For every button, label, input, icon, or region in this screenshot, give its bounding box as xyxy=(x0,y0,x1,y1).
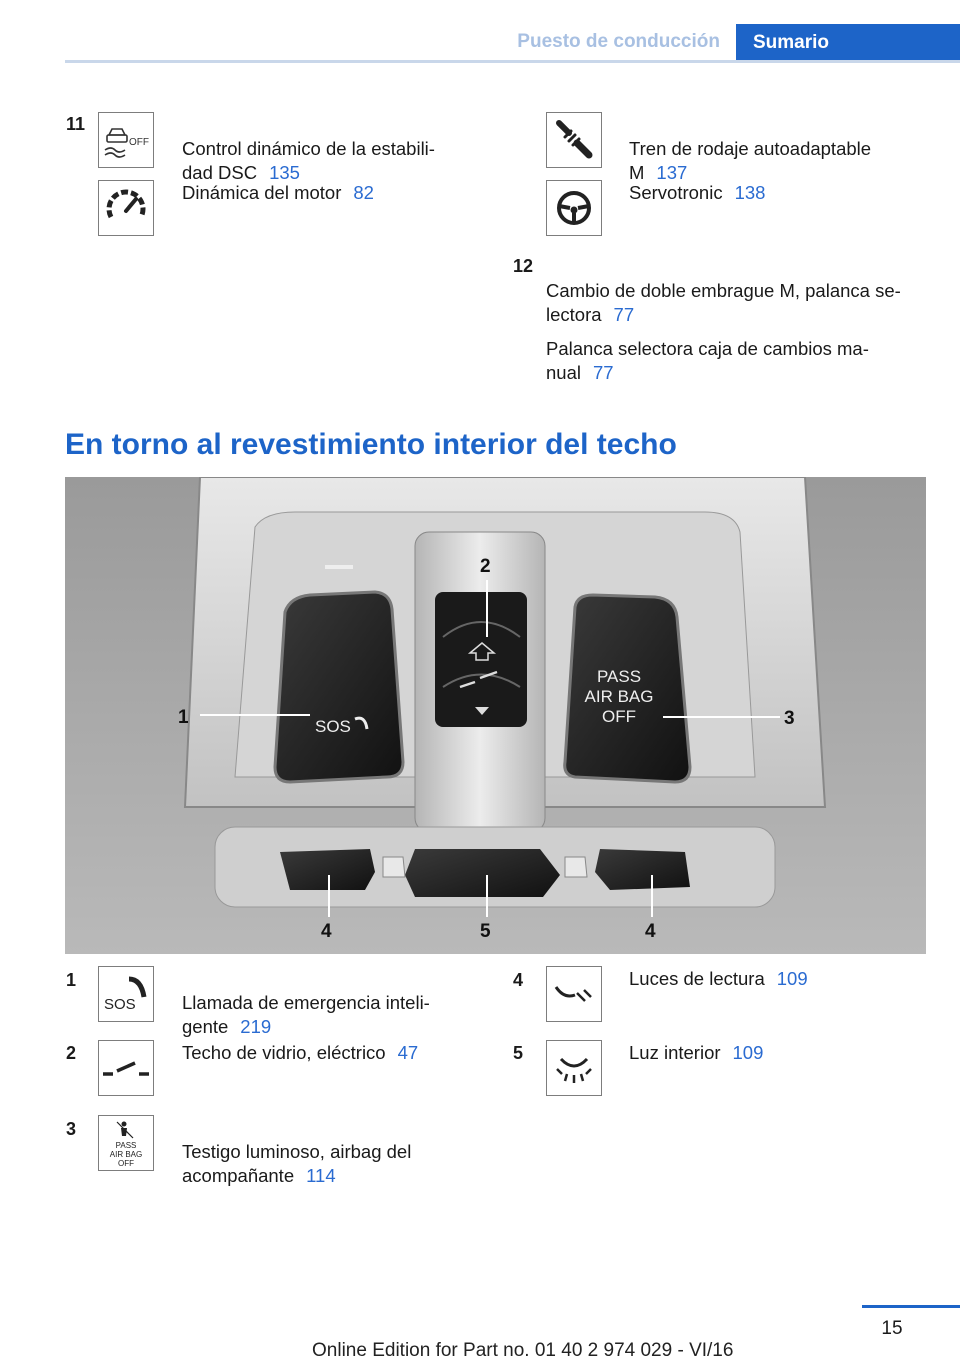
page-number: 15 xyxy=(881,1318,903,1339)
airbag-icon-off: OFF xyxy=(118,1159,134,1168)
item-12-manual[interactable] xyxy=(546,313,936,385)
item-number: 12 xyxy=(513,256,534,276)
page-ref-link[interactable]: 137 xyxy=(656,162,688,183)
item-text: Luces de lectura xyxy=(629,968,765,989)
sos-button-label: SOS xyxy=(315,717,351,736)
item-engine-dynamics[interactable] xyxy=(182,181,472,205)
callout-4-left: 4 xyxy=(321,921,332,942)
airbag-icon-pass: PASS xyxy=(115,1141,137,1150)
interior-light-icon xyxy=(546,1040,602,1096)
callout-5: 5 xyxy=(480,921,491,942)
callout-1: 1 xyxy=(178,707,189,728)
item-text: Palanca selectora caja de cambios ma- nual xyxy=(546,338,869,383)
legend-item-glass-roof[interactable] xyxy=(182,1041,472,1065)
section-title: En torno al revestimiento interior del techo xyxy=(65,428,677,461)
legend-item-interior-light[interactable] xyxy=(629,1041,929,1065)
footer-divider xyxy=(862,1305,960,1308)
item-text: Tren de rodaje autoadaptable M xyxy=(629,138,872,183)
item-text: Luz interior xyxy=(629,1042,721,1063)
glass-roof-icon xyxy=(98,1040,154,1096)
dsc-off-icon-label: OFF xyxy=(129,137,149,148)
legend-number: 4 xyxy=(513,970,524,990)
page-ref-link[interactable]: 219 xyxy=(240,1016,272,1037)
item-text: Llamada de emergencia inteli- gente xyxy=(182,992,430,1037)
page-ref-link[interactable]: 77 xyxy=(592,362,614,383)
airbag-light-icon xyxy=(98,1115,154,1171)
breadcrumb[interactable]: Puesto de conducción xyxy=(517,31,720,52)
item-text: Cambio de doble embrague M, palanca se- lectora xyxy=(546,280,901,325)
shock-absorber-icon xyxy=(546,112,602,168)
airbag-label: AIR BAG xyxy=(584,687,654,706)
callout-4-right: 4 xyxy=(645,921,656,942)
item-servotronic[interactable] xyxy=(629,181,929,205)
edition-note: Online Edition for Part no. 01 40 2 974 029 - VI/16 xyxy=(312,1340,734,1361)
engine-dynamics-icon xyxy=(98,180,154,236)
page-ref-link[interactable]: 47 xyxy=(397,1042,419,1063)
pass-label: PASS xyxy=(596,667,642,686)
legend-item-airbag[interactable] xyxy=(182,1116,472,1188)
off-label: OFF xyxy=(602,707,636,726)
page-ref-link[interactable]: 82 xyxy=(353,182,374,203)
dsc-off-icon xyxy=(98,112,154,168)
item-text: Dinámica del motor xyxy=(182,182,342,203)
item-text: Techo de vidrio, eléctrico xyxy=(182,1042,386,1063)
steering-wheel-icon xyxy=(546,180,602,236)
item-11-dsc[interactable] xyxy=(182,113,472,185)
sos-call-icon xyxy=(98,966,154,1022)
sos-icon-label: SOS xyxy=(104,996,136,1013)
item-text: Control dinámico de la estabili- dad DSC xyxy=(182,138,435,183)
page-ref-link[interactable]: 114 xyxy=(306,1165,336,1186)
reading-light-icon xyxy=(546,966,602,1022)
legend-item-reading-lights[interactable] xyxy=(629,967,929,991)
legend-number: 2 xyxy=(66,1043,77,1063)
legend-number: 1 xyxy=(66,970,77,990)
page-ref-link[interactable]: 138 xyxy=(734,182,766,203)
item-number: 11 xyxy=(66,114,86,134)
callout-3: 3 xyxy=(784,708,795,729)
roof-console-photo xyxy=(65,477,926,954)
header-divider xyxy=(65,60,960,63)
page-ref-link[interactable]: 109 xyxy=(732,1042,764,1063)
legend-number: 3 xyxy=(66,1119,77,1139)
callout-2: 2 xyxy=(480,556,491,577)
item-adaptive-suspension[interactable] xyxy=(629,113,929,185)
item-text: Servotronic xyxy=(629,182,723,203)
legend-item-sos[interactable] xyxy=(182,967,472,1039)
legend-number: 5 xyxy=(513,1043,524,1063)
page-ref-link[interactable]: 135 xyxy=(269,162,300,183)
tab-sumario[interactable]: Sumario xyxy=(736,24,960,63)
item-text: Testigo luminoso, airbag del acompañante xyxy=(182,1141,412,1186)
page-ref-link[interactable]: 77 xyxy=(613,304,635,325)
airbag-icon-airbag: AIR BAG xyxy=(109,1150,143,1159)
page-ref-link[interactable]: 109 xyxy=(776,968,808,989)
